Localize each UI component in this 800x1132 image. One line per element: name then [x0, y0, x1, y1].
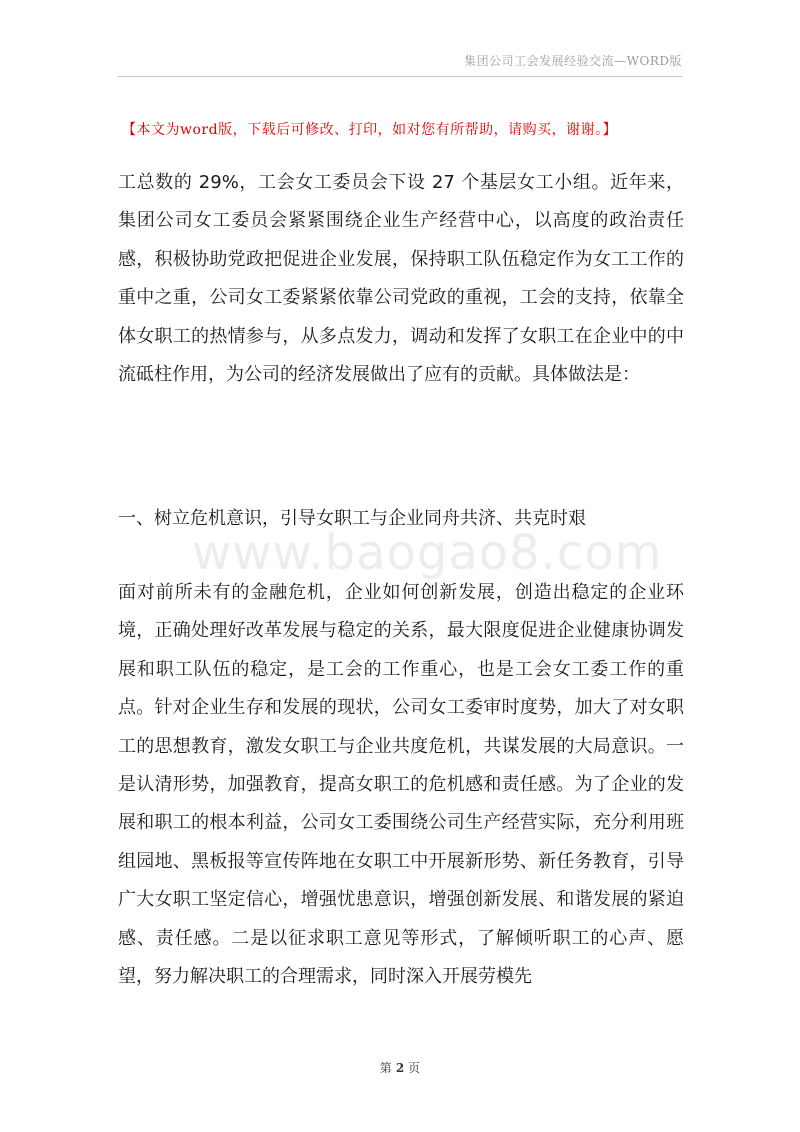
watermark-text: www.baogao8.com — [192, 525, 663, 581]
paragraph-intro: 工总数的 29%，工会女工委员会下设 27 个基层女工小组。近年来，集团公司女工委员会紧紧围绕企业生产经营中心，以高度的政治责任感，积极协助党政把促进企业发展，保持职工队伍稳定作为女工工作的重中之重，公司女工委紧紧依靠公司党政的重视，工会的支持，依靠全体女职工的热情参与，从多点发力，调动和发挥了女职工在企业中的中流砥柱作用，为公司的经济发展做出了应有的贡献。具体做法是： — [118, 172, 684, 386]
page-footer — [0, 1059, 800, 1076]
footer-prefix: 第 — [379, 1061, 392, 1075]
footer-suffix: 页 — [408, 1061, 421, 1075]
page-number: 2 — [395, 1061, 405, 1075]
paragraph-section-1: 面对前所未有的金融危机，企业如何创新发展，创造出稳定的企业环境，正确处理好改革发展与稳定的关系，最大限度促进企业健康协调发展和职工队伍的稳定，是工会的工作重心，也是工会女工委工作的重点。针对企业生存和发展的现状，公司女工委审时度势，加大了对女职工的思想教育，激发女职工与企业共度危机，共谋发展的大局意识。一是认清形势，加强教育，提高女职工的危机感和责任感。为了企业的发展和职工的根本利益，公司女工委围绕公司生产经营实际，充分利用班组园地、黑板报等宣传阵地在女职工中开展新形势、新任务教育，引导广大女职工坚定信心，增强忧患意识，增强创新发展、和谐发展的紧迫感、责任感。二是以征求职工意见等形式，了解倾听职工的心声、愿望，努力解决职工的合理需求，同时深入开展劳模先 — [118, 582, 684, 988]
section-heading-1: 一、树立危机意识，引导女职工与企业同舟共济、共克时艰 — [118, 508, 586, 529]
header-divider — [118, 76, 682, 77]
download-notice: 【本文为word版，下载后可修改、打印，如对您有所帮助，请购买，谢谢。】 — [122, 122, 618, 138]
header-title: 集团公司工会发展经验交流—WORD版 — [464, 54, 682, 68]
